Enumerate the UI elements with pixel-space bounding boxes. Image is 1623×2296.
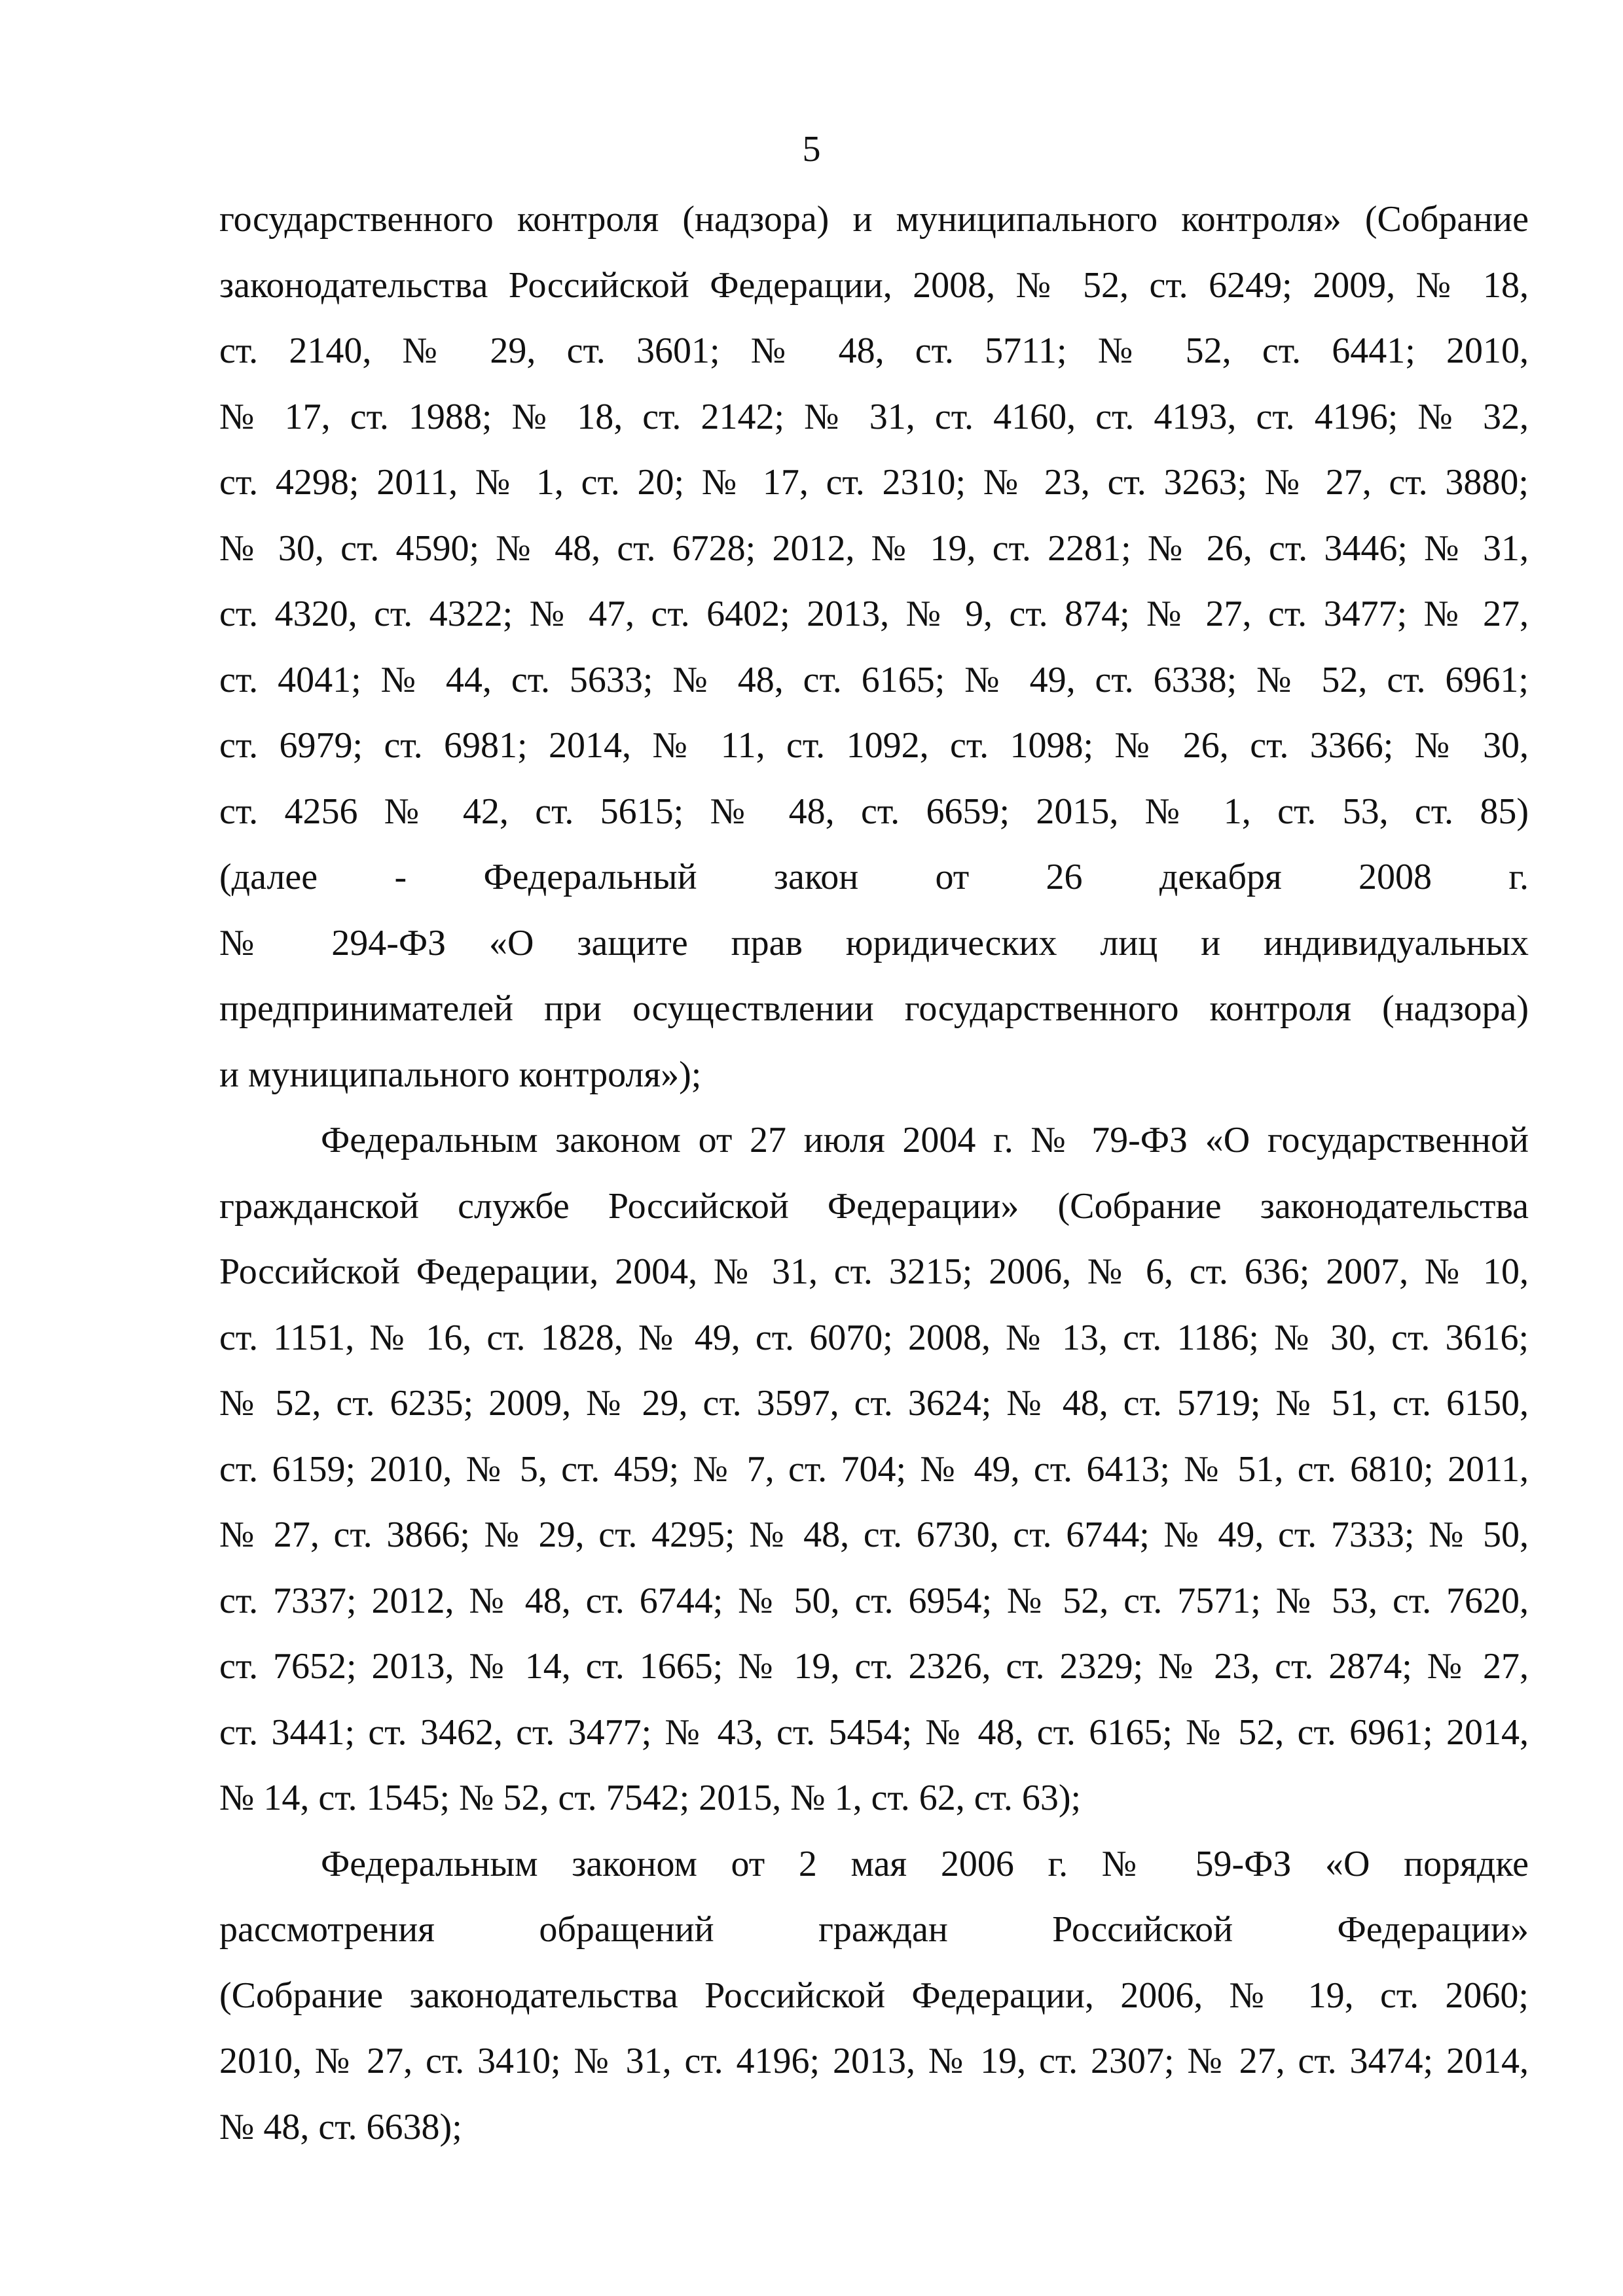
text-line: ст. 6979; ст. 6981; 2014, № 11, ст. 1092, ст. 1098; № 26, ст. 3366; № 30, (219, 725, 1529, 766)
text-line: ст. 2140, № 29, ст. 3601; № 48, ст. 5711; № 52, ст. 6441; 2010, (219, 331, 1529, 371)
text-line: государственного контроля (надзора) и муниципального контроля» (Собрание (219, 199, 1529, 240)
text-line: № 17, ст. 1988; № 18, ст. 2142; № 31, ст. 4160, ст. 4193, ст. 4196; № 32, (219, 396, 1529, 437)
text-line: предпринимателей при осуществлении государственного контроля (надзора) (219, 988, 1529, 1029)
text-line: ст. 4298; 2011, № 1, ст. 20; № 17, ст. 2310; № 23, ст. 3263; № 27, ст. 3880; (219, 462, 1529, 503)
text-line: Федеральным законом от 2 мая 2006 г. № 59-ФЗ «О порядке (321, 1843, 1529, 1884)
text-line: № 14, ст. 1545; № 52, ст. 7542; 2015, № 1, ст. 62, ст. 63); (219, 1778, 1082, 1818)
page-number: 5 (802, 129, 821, 170)
text-line: ст. 4256 № 42, ст. 5615; № 48, ст. 6659; 2015, № 1, ст. 53, ст. 85) (219, 791, 1529, 832)
text-line: Федеральным законом от 27 июля 2004 г. № 79-ФЗ «О государственной (321, 1120, 1529, 1160)
text-line: и муниципального контроля»); (219, 1054, 702, 1095)
text-line: ст. 7337; 2012, № 48, ст. 6744; № 50, ст. 6954; № 52, ст. 7571; № 53, ст. 7620, (219, 1580, 1529, 1621)
text-line: № 27, ст. 3866; № 29, ст. 4295; № 48, ст. 6730, ст. 6744; № 49, ст. 7333; № 50, (219, 1515, 1529, 1555)
text-line: № 48, ст. 6638); (219, 2106, 462, 2147)
text-line: (Собрание законодательства Российской Федерации, 2006, № 19, ст. 2060; (219, 1975, 1529, 2016)
text-line: ст. 7652; 2013, № 14, ст. 1665; № 19, ст. 2326, ст. 2329; № 23, ст. 2874; № 27, (219, 1646, 1529, 1687)
paragraph-2 (219, 1107, 1529, 1831)
text-line: № 30, ст. 4590; № 48, ст. 6728; 2012, № 19, ст. 2281; № 26, ст. 3446; № 31, (219, 528, 1529, 569)
text-line: Российской Федерации, 2004, № 31, ст. 3215; 2006, № 6, ст. 636; 2007, № 10, (219, 1251, 1529, 1292)
text-line: ст. 6159; 2010, № 5, ст. 459; № 7, ст. 704; № 49, ст. 6413; № 51, ст. 6810; 2011, (219, 1448, 1529, 1490)
text-line: законодательства Российской Федерации, 2008, № 52, ст. 6249; 2009, № 18, (219, 264, 1529, 306)
text-line: рассмотрения обращений граждан Российской Федерации» (219, 1909, 1529, 1950)
document-body (219, 187, 1529, 2160)
text-line: ст. 4041; № 44, ст. 5633; № 48, ст. 6165; № 49, ст. 6338; № 52, ст. 6961; (219, 659, 1529, 700)
text-line: № 52, ст. 6235; 2009, № 29, ст. 3597, ст. 3624; № 48, ст. 5719; № 51, ст. 6150, (219, 1383, 1529, 1424)
text-line: № 294-ФЗ «О защите прав юридических лиц и индивидуальных (219, 922, 1529, 963)
text-line: ст. 3441; ст. 3462, ст. 3477; № 43, ст. 5454; № 48, ст. 6165; № 52, ст. 6961; 2014, (219, 1712, 1529, 1753)
text-line: ст. 1151, № 16, ст. 1828, № 49, ст. 6070; 2008, № 13, ст. 1186; № 30, ст. 3616; (219, 1317, 1529, 1358)
paragraph-3 (219, 1831, 1529, 2161)
text-line: гражданской службе Российской Федерации» (Собрание законодательства (219, 1185, 1529, 1227)
text-line: ст. 4320, ст. 4322; № 47, ст. 6402; 2013, № 9, ст. 874; № 27, ст. 3477; № 27, (219, 594, 1529, 634)
paragraph-1 (219, 187, 1529, 1107)
text-line: (далее - Федеральный закон от 26 декабря 2008 г. (219, 857, 1529, 897)
text-line: 2010, № 27, ст. 3410; № 31, ст. 4196; 2013, № 19, ст. 2307; № 27, ст. 3474; 2014, (219, 2041, 1529, 2081)
